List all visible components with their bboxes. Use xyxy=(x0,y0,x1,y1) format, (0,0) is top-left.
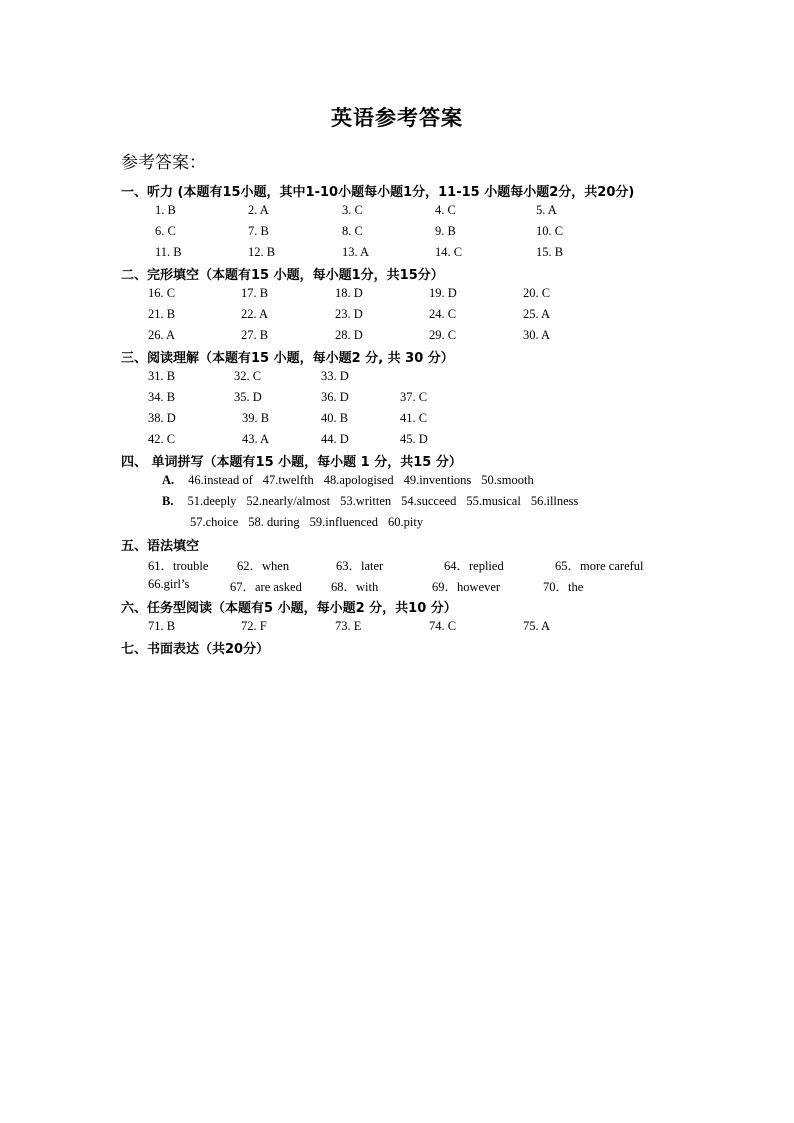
listening-answer: 5. A xyxy=(536,203,557,217)
task-reading-answer: 72. F xyxy=(241,619,267,633)
grammar-answer: 64．replied xyxy=(444,559,504,573)
grammar-answer: 69．however xyxy=(432,580,501,594)
page-title: 英语参考答案 xyxy=(331,106,463,130)
spelling-b-answer: 51.deeply xyxy=(187,494,237,508)
spelling-b-answer: 56.illness xyxy=(530,494,579,508)
spelling-a-answer: 47.twelfth xyxy=(262,473,314,487)
spelling-part-a xyxy=(162,473,544,488)
spelling-part-b-continued xyxy=(190,515,433,530)
reading-answer: 38. D xyxy=(148,411,176,425)
spelling-a-answer: 46.instead of xyxy=(188,473,253,487)
reading-answer: 34. B xyxy=(148,390,176,404)
spelling-b-answer: 57.choice xyxy=(190,515,239,529)
reading-answer: 45. D xyxy=(400,432,428,446)
spelling-b-answer: 54.succeed xyxy=(401,494,457,508)
cloze-answer: 18. D xyxy=(335,286,363,300)
grammar-answer: 68．with xyxy=(331,580,379,594)
grammar-answer: 70．the xyxy=(543,580,584,594)
reading-answer: 32. C xyxy=(234,369,262,383)
task-reading-answer: 71. B xyxy=(148,619,176,633)
cloze-answer: 25. A xyxy=(523,307,551,321)
task-reading-answer: 73. E xyxy=(335,619,362,633)
cloze-answer: 16. C xyxy=(148,286,176,300)
cloze-answer: 30. A xyxy=(523,328,551,342)
cloze-answer: 28. D xyxy=(335,328,363,342)
spelling-a-answer: 48.apologised xyxy=(323,473,394,487)
cloze-answer: 22. A xyxy=(241,307,269,321)
section-cloze-heading: 二、完形填空（本题有15 小题，每小题1分，共15分） xyxy=(121,268,444,283)
grammar-answer: 63．later xyxy=(336,559,384,573)
cloze-answer: 20. C xyxy=(523,286,551,300)
reading-answer: 35. D xyxy=(234,390,262,404)
listening-answer: 9. B xyxy=(435,224,456,238)
spelling-b-answer: 58. during xyxy=(248,515,300,529)
reading-answer: 42. C xyxy=(148,432,176,446)
cloze-answer: 26. A xyxy=(148,328,176,342)
listening-answer: 6. C xyxy=(155,224,176,238)
spelling-a-answer: 49.inventions xyxy=(403,473,472,487)
spelling-b-answer: 52.nearly/almost xyxy=(246,494,331,508)
section-writing-heading: 七、书面表达（共20分） xyxy=(121,642,270,657)
listening-answer: 2. A xyxy=(248,203,269,217)
section-spelling-heading: 四、 单词拼写（本题有15 小题，每小题 1 分，共15 分） xyxy=(121,455,462,470)
section-reading-heading: 三、阅读理解（本题有15 小题，每小题2 分, 共 30 分） xyxy=(121,351,454,366)
listening-answer: 7. B xyxy=(248,224,269,238)
reading-answer: 43. A xyxy=(242,432,270,446)
reading-answer: 31. B xyxy=(148,369,176,383)
cloze-answer: 24. C xyxy=(429,307,457,321)
part-b-label: B. xyxy=(162,494,174,508)
grammar-answer: 61．trouble xyxy=(148,559,209,573)
listening-answer: 11. B xyxy=(155,245,182,259)
listening-answer: 4. C xyxy=(435,203,456,217)
spelling-a-answer: 50.smooth xyxy=(481,473,534,487)
answer-subtitle: 参考答案： xyxy=(121,153,206,173)
grammar-answer: 67．are asked xyxy=(230,580,302,594)
section-grammar-heading: 五、语法填空 xyxy=(121,539,200,554)
spelling-b-answer: 55.musical xyxy=(466,494,521,508)
cloze-answer: 23. D xyxy=(335,307,363,321)
spelling-b-answer: 60.pity xyxy=(388,515,424,529)
grammar-answer: 66.girl’s xyxy=(148,577,190,591)
listening-answer: 13. A xyxy=(342,245,370,259)
listening-answer: 12. B xyxy=(248,245,276,259)
cloze-answer: 29. C xyxy=(429,328,457,342)
cloze-answer: 27. B xyxy=(241,328,269,342)
reading-answer: 37. C xyxy=(400,390,428,404)
listening-answer: 15. B xyxy=(536,245,564,259)
reading-answer: 41. C xyxy=(400,411,428,425)
cloze-answer: 17. B xyxy=(241,286,269,300)
spelling-b-answer: 53.written xyxy=(340,494,392,508)
task-reading-answer: 74. C xyxy=(429,619,457,633)
cloze-answer: 21. B xyxy=(148,307,176,321)
listening-answer: 3. C xyxy=(342,203,363,217)
spelling-b-answer: 59.influenced xyxy=(309,515,379,529)
part-a-label: A. xyxy=(162,473,175,487)
reading-answer: 40. B xyxy=(321,411,349,425)
reading-answer: 36. D xyxy=(321,390,349,404)
reading-answer: 44. D xyxy=(321,432,349,446)
reading-answer: 39. B xyxy=(242,411,270,425)
listening-answer: 14. C xyxy=(435,245,463,259)
section-listening-heading: 一、听力 (本题有15小题，其中1-10小题每小题1分，11-15 小题每小题2分，共20分) xyxy=(121,185,635,200)
section-task-reading-heading: 六、任务型阅读（本题有5 小题，每小题2 分，共10 分） xyxy=(121,601,457,616)
task-reading-answer: 75. A xyxy=(523,619,551,633)
cloze-answer: 19. D xyxy=(429,286,457,300)
grammar-answer: 65．more careful xyxy=(555,559,644,573)
listening-answer: 1. B xyxy=(155,203,176,217)
spelling-part-b xyxy=(162,494,588,509)
reading-answer: 33. D xyxy=(321,369,349,383)
listening-answer: 10. C xyxy=(536,224,564,238)
grammar-answer: 62．when xyxy=(237,559,290,573)
listening-answer: 8. C xyxy=(342,224,363,238)
